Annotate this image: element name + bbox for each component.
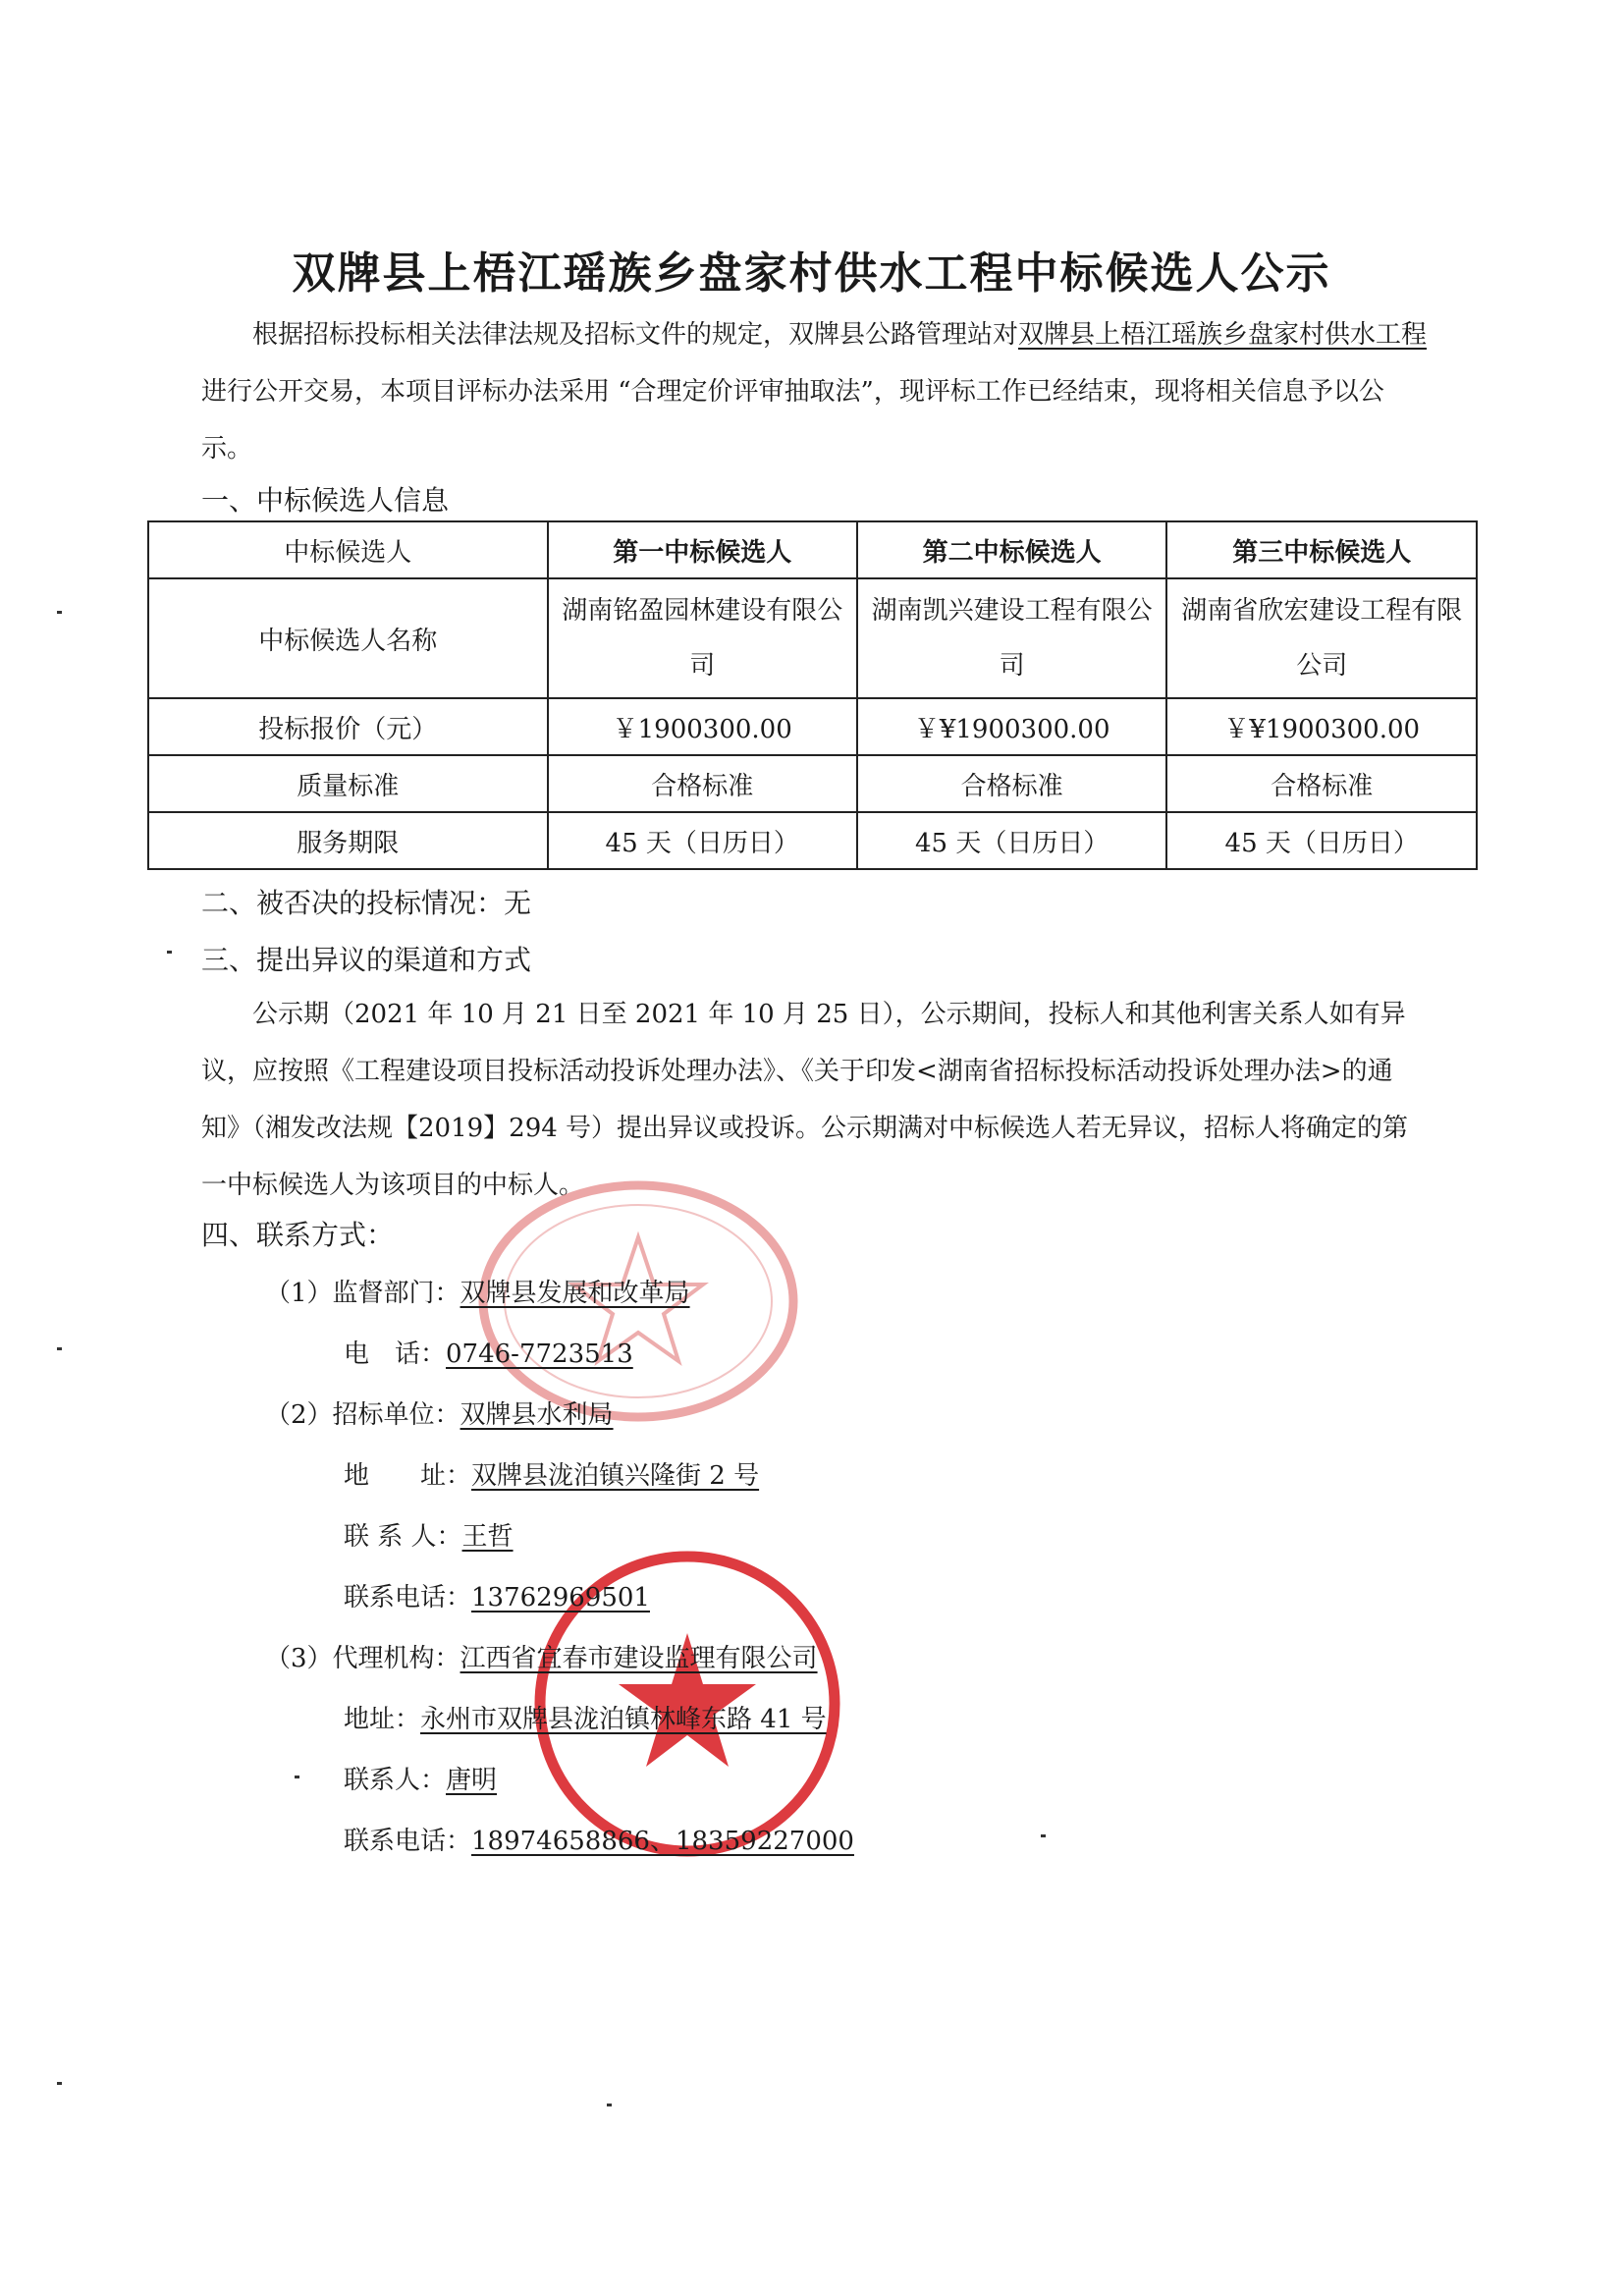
tenderer-person-label: 联 系 人：: [344, 1522, 462, 1552]
supervisor-label: （1）监督部门：: [265, 1279, 460, 1308]
agency-label: （3）代理机构：: [265, 1644, 460, 1673]
section-4-heading: 四、联系方式：: [201, 1219, 395, 1251]
scan-speck: [57, 2082, 62, 2085]
header-cell: 第一中标候选人: [548, 521, 857, 578]
table-cell: 湖南铭盈园林建设有限公司: [548, 578, 857, 698]
agency-line: [265, 1638, 818, 1674]
row-label: 服务期限: [148, 812, 548, 869]
agency-phone-value: 18974658866、18359227000: [471, 1827, 854, 1856]
table-cell: ￥¥1900300.00: [1166, 698, 1477, 755]
table-cell: ￥¥1900300.00: [857, 698, 1167, 755]
table-cell: 合格标准: [1166, 755, 1477, 812]
table-cell: ￥1900300.00: [548, 698, 857, 755]
supervisor-phone-line: [344, 1334, 633, 1370]
tenderer-phone-line: [344, 1577, 650, 1613]
intro-text-2: 进行公开交易，本项目评标办法采用 “合理定价评审抽取法”，现评标工作已经结束，现将相关信息予以公示。: [201, 377, 1384, 464]
table-row: [148, 812, 1477, 869]
supervisor-phone-value: 0746-7723513: [446, 1339, 633, 1369]
scan-speck: [295, 1776, 299, 1778]
scan-speck: [607, 2104, 612, 2106]
section-2-heading: 二、被否决的投标情况：无: [201, 887, 532, 919]
objection-paragraph: [201, 986, 1429, 1214]
page-title: 双牌县上梧江瑶族乡盘家村供水工程中标候选人公示: [292, 248, 1331, 299]
agency-phone-line: [344, 1821, 854, 1857]
header-cell: 第二中标候选人: [857, 521, 1167, 578]
scan-speck: [57, 1347, 62, 1350]
agency-person-line: [344, 1760, 497, 1796]
tenderer-person-value: 王哲: [461, 1522, 514, 1552]
supervisor-value: 双牌县发展和改革局: [460, 1279, 690, 1308]
agency-value: 江西省宜春市建设监理有限公司: [460, 1644, 818, 1673]
row-label: 中标候选人名称: [148, 578, 548, 698]
supervisor-phone-label: 电 话：: [344, 1339, 447, 1369]
objection-text: 公示期（2021 年 10 月 21 日至 2021 年 10 月 25 日），公示期间，投标人和其他利害关系人如有异议，应按照《工程建设项目投标活动投诉处理办法》、《关于印发<湖南省招标投标活动投诉处理办法>的通知》（湘发改法规【2019】294 号）提出异议或投诉。公示期满对中标候选人若无异议，招标人将确定的第一中标候选人为该项目的中标人。: [201, 1000, 1409, 1200]
tenderer-value: 双牌县水利局: [460, 1400, 614, 1430]
tenderer-person-line: [344, 1516, 514, 1553]
tenderer-phone-value: 13762969501: [471, 1583, 650, 1613]
tenderer-label: （2）招标单位：: [265, 1400, 460, 1430]
table-row: [148, 755, 1477, 812]
row-label: 投标报价（元）: [148, 698, 548, 755]
table-row: [148, 698, 1477, 755]
table-cell: 45 天（日历日）: [857, 812, 1167, 869]
tenderer-line: [265, 1394, 614, 1431]
table-cell: 45 天（日历日）: [1166, 812, 1477, 869]
section-1-heading: 一、中标候选人信息: [201, 484, 450, 517]
header-cell: 第三中标候选人: [1166, 521, 1477, 578]
candidates-table: [147, 520, 1478, 870]
table-cell: 湖南省欣宏建设工程有限公司: [1166, 578, 1477, 698]
intro-paragraph: [201, 306, 1429, 477]
agency-address-line: [344, 1699, 827, 1735]
table-cell: 合格标准: [548, 755, 857, 812]
section-3-heading: 三、提出异议的渠道和方式: [201, 944, 532, 976]
intro-text-1: 根据招标投标相关法律法规及招标文件的规定，双牌县公路管理站对: [252, 320, 1019, 350]
table-header-row: [148, 521, 1477, 578]
row-label: 质量标准: [148, 755, 548, 812]
table-cell: 45 天（日历日）: [548, 812, 857, 869]
scan-speck: [1041, 1834, 1046, 1837]
agency-address-label: 地址：: [344, 1705, 421, 1734]
header-cell: 中标候选人: [148, 521, 548, 578]
tenderer-address-line: [344, 1455, 759, 1492]
table-row: [148, 578, 1477, 698]
supervisor-line: [265, 1273, 690, 1309]
table-cell: 合格标准: [857, 755, 1167, 812]
scan-speck: [167, 951, 172, 954]
agency-address-value: 永州市双牌县泷泊镇林峰东路 41 号: [420, 1705, 827, 1734]
project-name: 双牌县上梧江瑶族乡盘家村供水工程: [1018, 320, 1428, 350]
tenderer-address-label: 地 址：: [344, 1461, 472, 1491]
scan-speck: [57, 611, 62, 614]
table-cell: 湖南凯兴建设工程有限公司: [857, 578, 1167, 698]
agency-person-value: 唐明: [446, 1766, 498, 1795]
agency-phone-label: 联系电话：: [344, 1827, 472, 1856]
tenderer-phone-label: 联系电话：: [344, 1583, 472, 1613]
tenderer-address-value: 双牌县泷泊镇兴隆街 2 号: [471, 1461, 760, 1491]
agency-person-label: 联系人：: [344, 1766, 447, 1795]
